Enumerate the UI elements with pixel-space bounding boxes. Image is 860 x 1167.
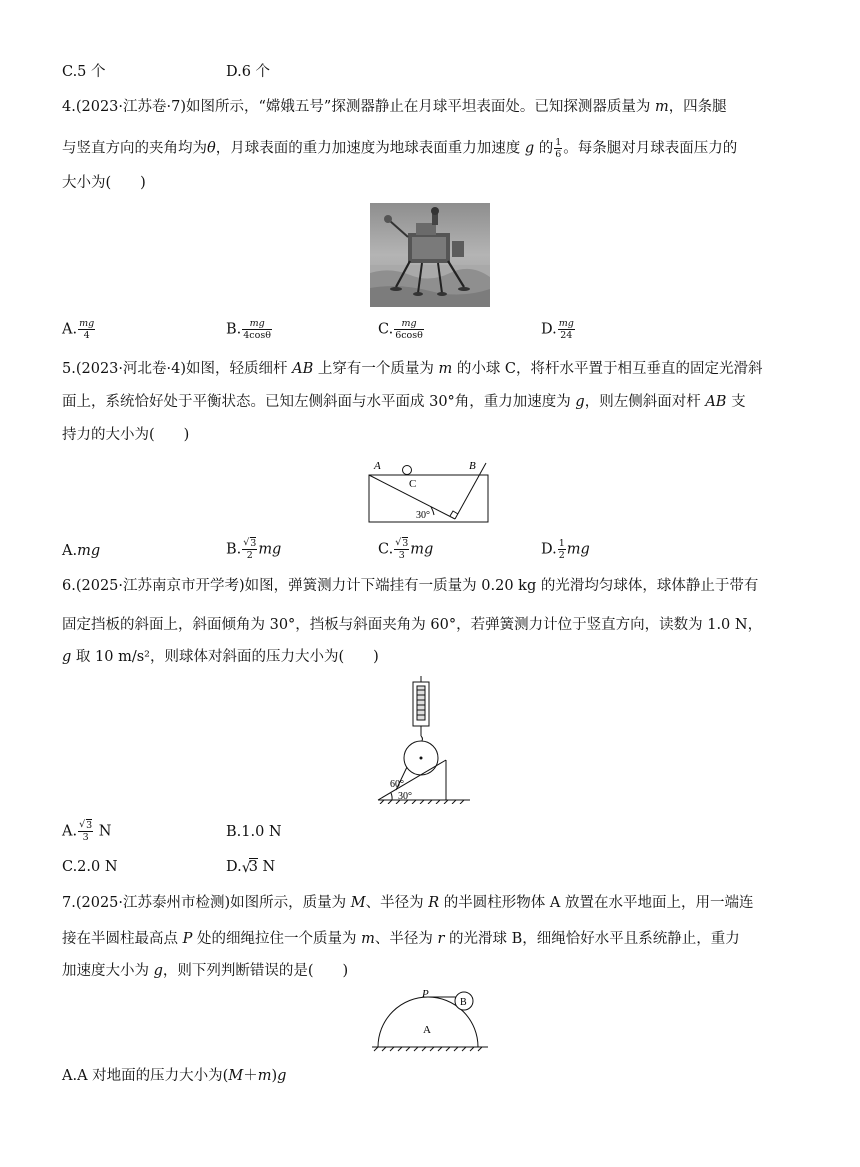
- q6-line-3: g 取 10 m/s²，则球体对斜面的压力大小为( ): [62, 649, 379, 665]
- spring-scale-ball-diagram: [374, 676, 474, 804]
- angle-30-label: 30°: [398, 791, 412, 802]
- angle-60-label: 60°: [390, 779, 404, 790]
- q5-line-3: 持力的大小为( ): [62, 427, 190, 443]
- q5-option-a: A.mg: [62, 543, 101, 559]
- label-c: C: [409, 478, 417, 490]
- q7-line-3: 加速度大小为 g，则下列判断错误的是( ): [62, 963, 349, 979]
- q4-option-a: A. $\frac{mg}{4}$: [62, 318, 95, 341]
- q4-option-c: C. $\frac{mg}{6\cos\theta}$: [378, 318, 423, 341]
- q5-option-d: D. $\frac{1}{2}$ mg: [541, 538, 590, 561]
- angle-30-label: 30°: [416, 510, 430, 521]
- q5-option-c: C. √ $\frac{3}{3}$ mg: [378, 538, 433, 561]
- q5-option-b: B. √ $\frac{3}{2}$ mg: [226, 538, 281, 561]
- q6-option-d: D.√ 3 N: [226, 857, 275, 877]
- inclined-planes-diagram: [362, 455, 492, 525]
- q4-option-b: B. $\frac{mg}{4\cos\theta}$: [226, 318, 271, 341]
- q4-line-1: 4.(2023·江苏卷·7)如图所示，“嫦娥五号”探测器静止在月球平坦表面处。已知探测器质量为 m，四条腿: [62, 99, 727, 115]
- q7-line-1: 7.(2025·江苏泰州市检测)如图所示，质量为 M、半径为 R 的半圆柱形物体 A 放置在水平地面上，用一端连: [62, 895, 754, 911]
- label-p: P: [422, 988, 429, 1000]
- half-cylinder-ball-diagram: [370, 987, 490, 1053]
- q6-line-2: 固定挡板的斜面上，斜面倾角为 30°，挡板与斜面夹角为 60°，若弹簧测力计位于竖直方向，读数为 1.0 N，: [62, 617, 763, 633]
- q4-option-d: D. $\frac{mg}{24}$: [541, 318, 574, 341]
- label-a: A: [374, 460, 381, 472]
- label-b: B: [469, 460, 476, 472]
- lander-photo: [370, 203, 490, 307]
- q6-line-1: 6.(2025·江苏南京市开学考)如图，弹簧测力计下端挂有一质量为 0.20 kg 的光滑均匀球体，球体静止于带有: [62, 578, 759, 594]
- label-a: A: [423, 1024, 431, 1036]
- q4-line-2: 与竖直方向的夹角均为θ，月球表面的重力加速度为地球表面重力加速度 g 的 $\frac{1}{6}$ 。每条腿对月球表面压力的: [62, 137, 738, 160]
- q4-line-3: 大小为( ): [62, 175, 146, 191]
- q3-option-c: C.5 个: [62, 64, 106, 80]
- q7-option-a: A.A 对地面的压力大小为(M＋m)g: [62, 1068, 287, 1084]
- q6-option-a: A. √ $\frac{3}{3}$ N: [62, 820, 111, 843]
- q6-option-c: C.2.0 N: [62, 859, 118, 875]
- q5-line-1: 5.(2023·河北卷·4)如图，轻质细杆 AB 上穿有一个质量为 m 的小球 C，将杆水平置于相互垂直的固定光滑斜: [62, 361, 763, 377]
- q6-option-b: B.1.0 N: [226, 824, 282, 840]
- q7-line-2: 接在半圆柱最高点 P 处的细绳拉住一个质量为 m、半径为 r 的光滑球 B，细绳恰好水平且系统静止，重力: [62, 931, 740, 947]
- label-b: B: [460, 997, 467, 1008]
- q5-line-2: 面上，系统恰好处于平衡状态。已知左侧斜面与水平面成 30°角，重力加速度为 g，则左侧斜面对杆 AB 支: [62, 394, 746, 410]
- q3-option-d: D.6 个: [226, 64, 271, 80]
- one-sixth-fraction: $\frac{1}{6}$: [555, 137, 562, 160]
